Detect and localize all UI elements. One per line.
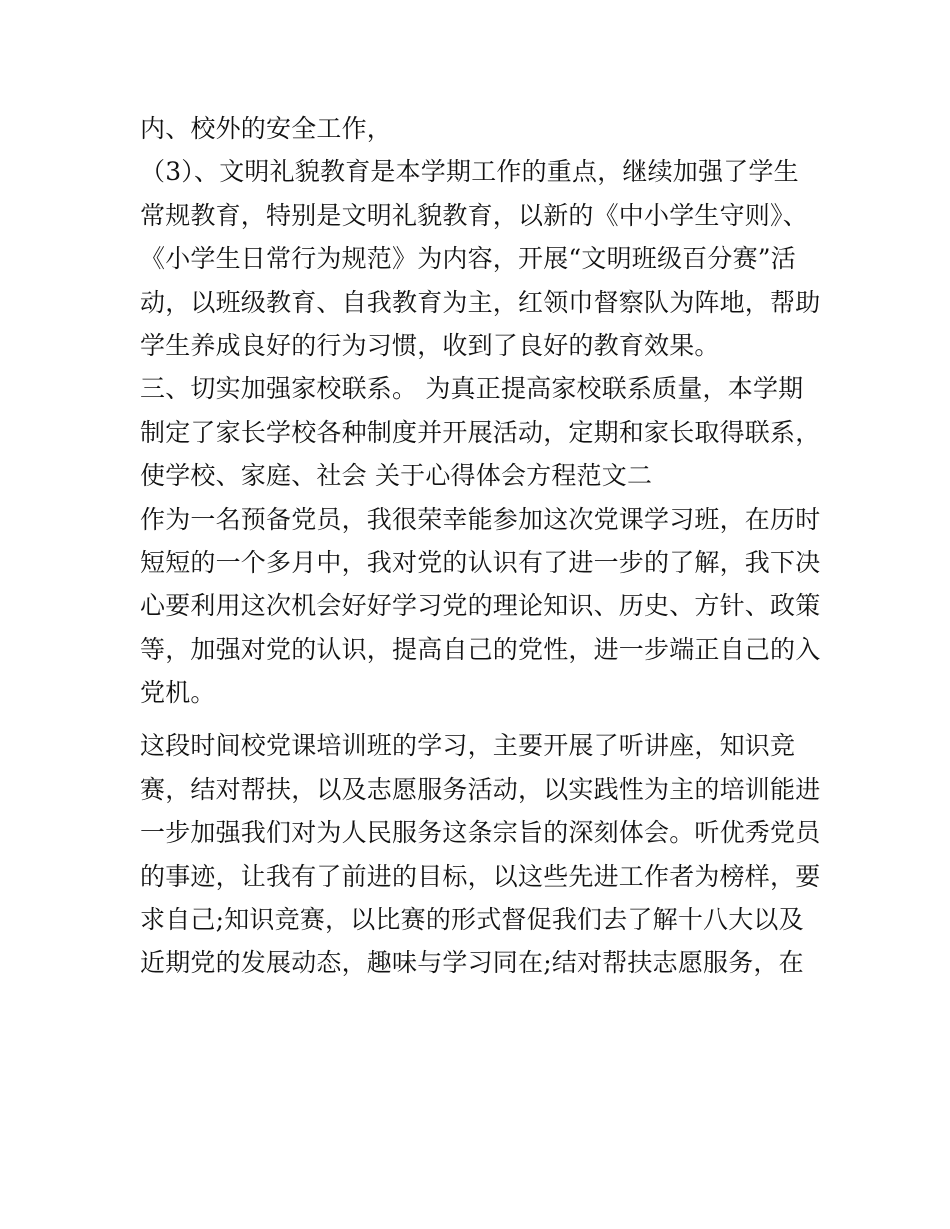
text-line: 一步加强我们对为人民服务这条宗旨的深刻体会。听优秀党员: [140, 818, 821, 848]
text-line: 等，加强对党的认识，提高自己的党性，进一步端正自己的入: [140, 634, 821, 664]
text-line: （3）、文明礼貌教育是本学期工作的重点，继续加强了学生: [140, 157, 799, 187]
text-line: 短短的一个多月中，我对党的认识有了进一步的了解，我下决: [140, 547, 821, 577]
text-line: 近期党的发展动态，趣味与学习同在;结对帮扶志愿服务，在: [140, 948, 804, 978]
section-heading-line: 三、切实加强家校联系。 为真正提高家校联系质量，本学期: [140, 374, 804, 404]
text-line: 心要利用这次机会好好学习党的理论知识、历史、方针、政策: [140, 591, 821, 621]
text-line: 的事迹，让我有了前进的目标，以这些先进工作者为榜样，要: [140, 861, 821, 891]
text-line: 求自己;知识竞赛，以比赛的形式督促我们去了解十八大以及: [140, 905, 804, 935]
text-line: 常规教育，特别是文明礼貌教育，以新的《中小学生守则》、: [140, 200, 808, 230]
text-line: 党机。: [140, 678, 216, 708]
document-body: [140, 107, 820, 985]
text-line: 学生养成良好的行为习惯，收到了良好的教育效果。: [140, 330, 720, 360]
text-line: 使学校、家庭、社会 关于心得体会方程范文二: [140, 461, 653, 491]
text-line: 《小学生日常行为规范》为内容，开展“文明班级百分赛”活: [140, 244, 796, 274]
text-line: 内、校外的安全工作，: [140, 114, 393, 143]
text-line: 这段时间校党课培训班的学习，主要开展了听讲座，知识竞: [140, 731, 796, 761]
text-line: 动，以班级教育、自我教育为主，红领巾督察队为阵地，帮助: [140, 287, 821, 317]
text-line: 制定了家长学校各种制度并开展活动，定期和家长取得联系，: [140, 417, 821, 447]
text-line: 赛，结对帮扶，以及志愿服务活动，以实践性为主的培训能进: [140, 774, 821, 804]
text-line: 作为一名预备党员，我很荣幸能参加这次党课学习班，在历时: [140, 504, 821, 534]
